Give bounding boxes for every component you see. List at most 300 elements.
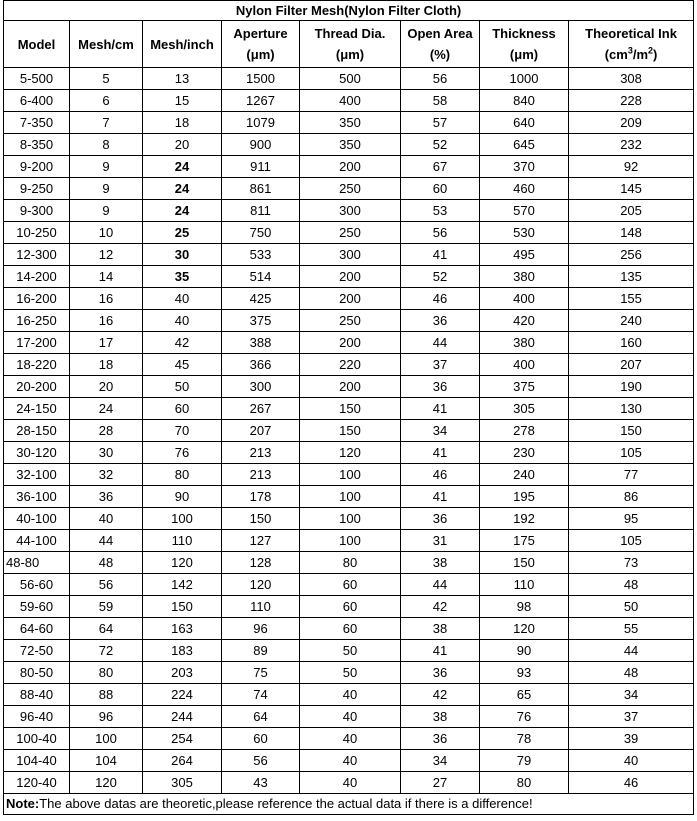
cell-thread-dia: 100	[300, 486, 401, 508]
table-row	[4, 552, 694, 574]
cell-mesh-inch: 110	[143, 530, 222, 552]
cell-open-area: 41	[401, 244, 480, 266]
cell-thickness: 530	[480, 222, 569, 244]
table-row	[4, 398, 694, 420]
table-row	[4, 112, 694, 134]
cell-mesh-cm: 120	[70, 772, 143, 794]
cell-theoretical-ink: 48	[569, 662, 694, 684]
cell-mesh-cm: 8	[70, 134, 143, 156]
cell-mesh-cm: 12	[70, 244, 143, 266]
table-row	[4, 640, 694, 662]
cell-mesh-inch: 150	[143, 596, 222, 618]
cell-thread-dia: 100	[300, 530, 401, 552]
table-row	[4, 530, 694, 552]
table-row	[4, 266, 694, 288]
cell-aperture: 911	[222, 156, 300, 178]
cell-model: 24-150	[4, 398, 70, 420]
cell-model: 16-200	[4, 288, 70, 310]
cell-thickness: 230	[480, 442, 569, 464]
cell-aperture: 127	[222, 530, 300, 552]
cell-aperture: 388	[222, 332, 300, 354]
cell-thread-dia: 40	[300, 706, 401, 728]
cell-open-area: 36	[401, 508, 480, 530]
cell-mesh-cm: 64	[70, 618, 143, 640]
cell-open-area: 27	[401, 772, 480, 794]
cell-mesh-cm: 18	[70, 354, 143, 376]
cell-thread-dia: 500	[300, 68, 401, 90]
cell-thickness: 840	[480, 90, 569, 112]
cell-open-area: 56	[401, 222, 480, 244]
header-mesh-inch-label: Mesh/inch	[150, 36, 214, 52]
cell-thread-dia: 250	[300, 178, 401, 200]
table-row	[4, 332, 694, 354]
cell-thread-dia: 40	[300, 772, 401, 794]
cell-thickness: 98	[480, 596, 569, 618]
cell-aperture: 375	[222, 310, 300, 332]
cell-mesh-inch: 264	[143, 750, 222, 772]
cell-aperture: 750	[222, 222, 300, 244]
cell-open-area: 42	[401, 596, 480, 618]
cell-mesh-inch: 183	[143, 640, 222, 662]
cell-thickness: 370	[480, 156, 569, 178]
cell-model: 88-40	[4, 684, 70, 706]
cell-open-area: 34	[401, 750, 480, 772]
cell-open-area: 34	[401, 420, 480, 442]
cell-aperture: 366	[222, 354, 300, 376]
header-mesh-cm	[70, 21, 143, 68]
table-row	[4, 68, 694, 90]
cell-model: 16-250	[4, 310, 70, 332]
cell-model: 10-250	[4, 222, 70, 244]
cell-theoretical-ink: 86	[569, 486, 694, 508]
cell-open-area: 41	[401, 486, 480, 508]
cell-theoretical-ink: 205	[569, 200, 694, 222]
cell-mesh-inch: 40	[143, 310, 222, 332]
header-thread-dia	[300, 21, 401, 68]
cell-model: 32-100	[4, 464, 70, 486]
cell-theoretical-ink: 240	[569, 310, 694, 332]
cell-mesh-cm: 20	[70, 376, 143, 398]
cell-open-area: 38	[401, 618, 480, 640]
cell-mesh-cm: 10	[70, 222, 143, 244]
header-aperture-unit: (μm)	[246, 47, 275, 62]
cell-mesh-cm: 9	[70, 200, 143, 222]
cell-aperture: 811	[222, 200, 300, 222]
cell-mesh-inch: 35	[143, 266, 222, 288]
cell-theoretical-ink: 130	[569, 398, 694, 420]
cell-thread-dia: 300	[300, 244, 401, 266]
table-row	[4, 200, 694, 222]
cell-model: 20-200	[4, 376, 70, 398]
cell-model: 96-40	[4, 706, 70, 728]
table-row	[4, 310, 694, 332]
cell-thread-dia: 200	[300, 156, 401, 178]
cell-model: 8-350	[4, 134, 70, 156]
cell-mesh-inch: 80	[143, 464, 222, 486]
cell-mesh-cm: 30	[70, 442, 143, 464]
cell-mesh-inch: 60	[143, 398, 222, 420]
cell-mesh-cm: 32	[70, 464, 143, 486]
cell-theoretical-ink: 308	[569, 68, 694, 90]
table-row	[4, 134, 694, 156]
cell-mesh-cm: 80	[70, 662, 143, 684]
cell-open-area: 38	[401, 706, 480, 728]
cell-mesh-inch: 20	[143, 134, 222, 156]
cell-thread-dia: 250	[300, 222, 401, 244]
cell-mesh-cm: 96	[70, 706, 143, 728]
nylon-filter-mesh-table	[3, 0, 694, 815]
cell-mesh-cm: 104	[70, 750, 143, 772]
cell-mesh-inch: 30	[143, 244, 222, 266]
cell-open-area: 44	[401, 574, 480, 596]
cell-theoretical-ink: 232	[569, 134, 694, 156]
cell-thickness: 120	[480, 618, 569, 640]
cell-theoretical-ink: 228	[569, 90, 694, 112]
cell-aperture: 207	[222, 420, 300, 442]
cell-mesh-cm: 88	[70, 684, 143, 706]
cell-theoretical-ink: 77	[569, 464, 694, 486]
cell-theoretical-ink: 44	[569, 640, 694, 662]
cell-thickness: 400	[480, 288, 569, 310]
cell-mesh-inch: 254	[143, 728, 222, 750]
cell-model: 9-300	[4, 200, 70, 222]
cell-mesh-cm: 36	[70, 486, 143, 508]
cell-mesh-inch: 40	[143, 288, 222, 310]
cell-mesh-cm: 28	[70, 420, 143, 442]
table-row	[4, 376, 694, 398]
cell-mesh-inch: 120	[143, 552, 222, 574]
cell-aperture: 60	[222, 728, 300, 750]
header-thread-dia-label: Thread Dia.	[314, 26, 386, 41]
cell-open-area: 60	[401, 178, 480, 200]
cell-thickness: 93	[480, 662, 569, 684]
table-row	[4, 772, 694, 794]
cell-mesh-cm: 16	[70, 288, 143, 310]
cell-mesh-inch: 90	[143, 486, 222, 508]
cell-mesh-inch: 45	[143, 354, 222, 376]
cell-open-area: 57	[401, 112, 480, 134]
cell-aperture: 150	[222, 508, 300, 530]
cell-mesh-inch: 13	[143, 68, 222, 90]
cell-theoretical-ink: 209	[569, 112, 694, 134]
cell-thickness: 80	[480, 772, 569, 794]
cell-mesh-cm: 5	[70, 68, 143, 90]
table-row	[4, 178, 694, 200]
cell-mesh-inch: 163	[143, 618, 222, 640]
cell-thickness: 495	[480, 244, 569, 266]
header-open-area	[401, 21, 480, 68]
cell-mesh-cm: 56	[70, 574, 143, 596]
cell-theoretical-ink: 160	[569, 332, 694, 354]
cell-aperture: 43	[222, 772, 300, 794]
cell-thickness: 375	[480, 376, 569, 398]
table-row	[4, 464, 694, 486]
table-row	[4, 750, 694, 772]
table-wrapper	[3, 0, 693, 815]
header-thickness	[480, 21, 569, 68]
header-aperture-label: Aperture	[233, 26, 288, 41]
cell-mesh-cm: 9	[70, 178, 143, 200]
cell-theoretical-ink: 39	[569, 728, 694, 750]
cell-model: 9-250	[4, 178, 70, 200]
cell-aperture: 213	[222, 442, 300, 464]
cell-model: 40-100	[4, 508, 70, 530]
cell-thickness: 195	[480, 486, 569, 508]
note-label: Note:	[6, 796, 40, 811]
cell-thread-dia: 400	[300, 90, 401, 112]
cell-thread-dia: 300	[300, 200, 401, 222]
cell-thickness: 305	[480, 398, 569, 420]
cell-open-area: 38	[401, 552, 480, 574]
cell-theoretical-ink: 37	[569, 706, 694, 728]
cell-thread-dia: 250	[300, 310, 401, 332]
header-mesh-inch	[143, 21, 222, 68]
cell-theoretical-ink: 207	[569, 354, 694, 376]
cell-theoretical-ink: 135	[569, 266, 694, 288]
cell-open-area: 52	[401, 266, 480, 288]
cell-thickness: 110	[480, 574, 569, 596]
cell-model: 6-400	[4, 90, 70, 112]
cell-thread-dia: 350	[300, 112, 401, 134]
cell-mesh-inch: 50	[143, 376, 222, 398]
cell-model: 44-100	[4, 530, 70, 552]
header-thickness-unit: (μm)	[509, 47, 539, 62]
cell-mesh-cm: 59	[70, 596, 143, 618]
cell-theoretical-ink: 50	[569, 596, 694, 618]
cell-theoretical-ink: 148	[569, 222, 694, 244]
cell-thread-dia: 50	[300, 662, 401, 684]
table-row	[4, 156, 694, 178]
cell-open-area: 36	[401, 376, 480, 398]
cell-model: 104-40	[4, 750, 70, 772]
cell-theoretical-ink: 155	[569, 288, 694, 310]
cell-aperture: 213	[222, 464, 300, 486]
cell-mesh-inch: 224	[143, 684, 222, 706]
cell-open-area: 52	[401, 134, 480, 156]
cell-thickness: 78	[480, 728, 569, 750]
cell-mesh-inch: 42	[143, 332, 222, 354]
header-model-label: Model	[17, 36, 56, 52]
title-row	[4, 1, 694, 21]
cell-aperture: 514	[222, 266, 300, 288]
cell-thickness: 76	[480, 706, 569, 728]
cell-open-area: 41	[401, 640, 480, 662]
cell-model: 48-80	[4, 552, 70, 574]
cell-mesh-inch: 244	[143, 706, 222, 728]
cell-model: 17-200	[4, 332, 70, 354]
table-row	[4, 596, 694, 618]
cell-theoretical-ink: 190	[569, 376, 694, 398]
cell-theoretical-ink: 105	[569, 442, 694, 464]
header-theoretical-ink	[569, 21, 694, 68]
cell-model: 56-60	[4, 574, 70, 596]
cell-aperture: 1079	[222, 112, 300, 134]
cell-model: 7-350	[4, 112, 70, 134]
table-row	[4, 486, 694, 508]
cell-aperture: 75	[222, 662, 300, 684]
note-text: The above datas are theoretic,please reference the actual data if there is a difference!	[39, 796, 533, 811]
cell-mesh-inch: 24	[143, 156, 222, 178]
cell-thread-dia: 200	[300, 266, 401, 288]
cell-model: 18-220	[4, 354, 70, 376]
cell-model: 12-300	[4, 244, 70, 266]
table-row	[4, 574, 694, 596]
table-row	[4, 618, 694, 640]
cell-open-area: 36	[401, 310, 480, 332]
table-row	[4, 508, 694, 530]
cell-theoretical-ink: 55	[569, 618, 694, 640]
cell-theoretical-ink: 105	[569, 530, 694, 552]
cell-aperture: 425	[222, 288, 300, 310]
cell-thread-dia: 350	[300, 134, 401, 156]
cell-thread-dia: 150	[300, 398, 401, 420]
cell-mesh-inch: 142	[143, 574, 222, 596]
cell-open-area: 67	[401, 156, 480, 178]
cell-theoretical-ink: 46	[569, 772, 694, 794]
cell-model: 64-60	[4, 618, 70, 640]
cell-theoretical-ink: 145	[569, 178, 694, 200]
header-theoretical-ink-label: Theoretical Ink	[585, 26, 677, 41]
cell-theoretical-ink: 34	[569, 684, 694, 706]
cell-open-area: 36	[401, 728, 480, 750]
cell-thickness: 175	[480, 530, 569, 552]
cell-thread-dia: 60	[300, 574, 401, 596]
cell-thread-dia: 150	[300, 420, 401, 442]
header-aperture	[222, 21, 300, 68]
cell-theoretical-ink: 92	[569, 156, 694, 178]
cell-open-area: 37	[401, 354, 480, 376]
cell-mesh-inch: 203	[143, 662, 222, 684]
cell-mesh-cm: 72	[70, 640, 143, 662]
cell-model: 59-60	[4, 596, 70, 618]
cell-aperture: 96	[222, 618, 300, 640]
cell-model: 28-150	[4, 420, 70, 442]
header-theoretical-ink-unit: $(cm^3/m^2)$	[604, 45, 658, 62]
cell-aperture: 64	[222, 706, 300, 728]
cell-open-area: 41	[401, 398, 480, 420]
table-row	[4, 90, 694, 112]
table-row	[4, 222, 694, 244]
table-row	[4, 728, 694, 750]
cell-mesh-inch: 305	[143, 772, 222, 794]
cell-mesh-cm: 40	[70, 508, 143, 530]
cell-mesh-cm: 44	[70, 530, 143, 552]
cell-aperture: 861	[222, 178, 300, 200]
cell-mesh-inch: 70	[143, 420, 222, 442]
table-body	[4, 68, 694, 794]
cell-mesh-inch: 24	[143, 200, 222, 222]
cell-aperture: 128	[222, 552, 300, 574]
header-mesh-cm-label: Mesh/cm	[78, 36, 134, 52]
cell-thickness: 420	[480, 310, 569, 332]
cell-model: 36-100	[4, 486, 70, 508]
cell-thread-dia: 220	[300, 354, 401, 376]
cell-aperture: 300	[222, 376, 300, 398]
cell-open-area: 46	[401, 464, 480, 486]
cell-thread-dia: 200	[300, 376, 401, 398]
cell-theoretical-ink: 95	[569, 508, 694, 530]
cell-open-area: 56	[401, 68, 480, 90]
cell-thickness: 380	[480, 332, 569, 354]
cell-thickness: 380	[480, 266, 569, 288]
cell-mesh-inch: 18	[143, 112, 222, 134]
cell-thickness: 1000	[480, 68, 569, 90]
cell-mesh-inch: 24	[143, 178, 222, 200]
cell-thread-dia: 40	[300, 750, 401, 772]
cell-open-area: 46	[401, 288, 480, 310]
cell-thickness: 570	[480, 200, 569, 222]
cell-thickness: 240	[480, 464, 569, 486]
cell-mesh-inch: 100	[143, 508, 222, 530]
table-row	[4, 244, 694, 266]
cell-thickness: 192	[480, 508, 569, 530]
cell-aperture: 89	[222, 640, 300, 662]
cell-thickness: 278	[480, 420, 569, 442]
cell-open-area: 44	[401, 332, 480, 354]
cell-mesh-cm: 100	[70, 728, 143, 750]
table-row	[4, 420, 694, 442]
cell-model: 5-500	[4, 68, 70, 90]
cell-mesh-inch: 76	[143, 442, 222, 464]
cell-aperture: 533	[222, 244, 300, 266]
cell-mesh-cm: 6	[70, 90, 143, 112]
cell-thread-dia: 100	[300, 464, 401, 486]
cell-mesh-inch: 25	[143, 222, 222, 244]
cell-thickness: 400	[480, 354, 569, 376]
table-row	[4, 662, 694, 684]
cell-open-area: 42	[401, 684, 480, 706]
cell-theoretical-ink: 73	[569, 552, 694, 574]
note-cell	[4, 794, 694, 815]
cell-mesh-cm: 17	[70, 332, 143, 354]
cell-thread-dia: 60	[300, 618, 401, 640]
cell-theoretical-ink: 48	[569, 574, 694, 596]
header-row	[4, 21, 694, 68]
cell-thickness: 640	[480, 112, 569, 134]
cell-model: 100-40	[4, 728, 70, 750]
cell-thread-dia: 200	[300, 332, 401, 354]
header-model	[4, 21, 70, 68]
cell-theoretical-ink: 256	[569, 244, 694, 266]
cell-aperture: 1500	[222, 68, 300, 90]
cell-thread-dia: 40	[300, 684, 401, 706]
cell-thread-dia: 120	[300, 442, 401, 464]
cell-aperture: 1267	[222, 90, 300, 112]
cell-aperture: 74	[222, 684, 300, 706]
header-thread-dia-unit: (μm)	[335, 47, 365, 62]
cell-model: 14-200	[4, 266, 70, 288]
cell-model: 9-200	[4, 156, 70, 178]
table-row	[4, 706, 694, 728]
cell-aperture: 56	[222, 750, 300, 772]
cell-theoretical-ink: 150	[569, 420, 694, 442]
cell-aperture: 267	[222, 398, 300, 420]
cell-aperture: 120	[222, 574, 300, 596]
cell-open-area: 31	[401, 530, 480, 552]
cell-open-area: 36	[401, 662, 480, 684]
cell-thread-dia: 60	[300, 596, 401, 618]
table-row	[4, 684, 694, 706]
cell-mesh-cm: 48	[70, 552, 143, 574]
cell-mesh-cm: 14	[70, 266, 143, 288]
cell-mesh-cm: 7	[70, 112, 143, 134]
header-thickness-label: Thickness	[492, 26, 556, 41]
table-row	[4, 442, 694, 464]
cell-model: 72-50	[4, 640, 70, 662]
cell-mesh-cm: 9	[70, 156, 143, 178]
table-title: Nylon Filter Mesh(Nylon Filter Cloth)	[4, 1, 694, 21]
cell-aperture: 110	[222, 596, 300, 618]
